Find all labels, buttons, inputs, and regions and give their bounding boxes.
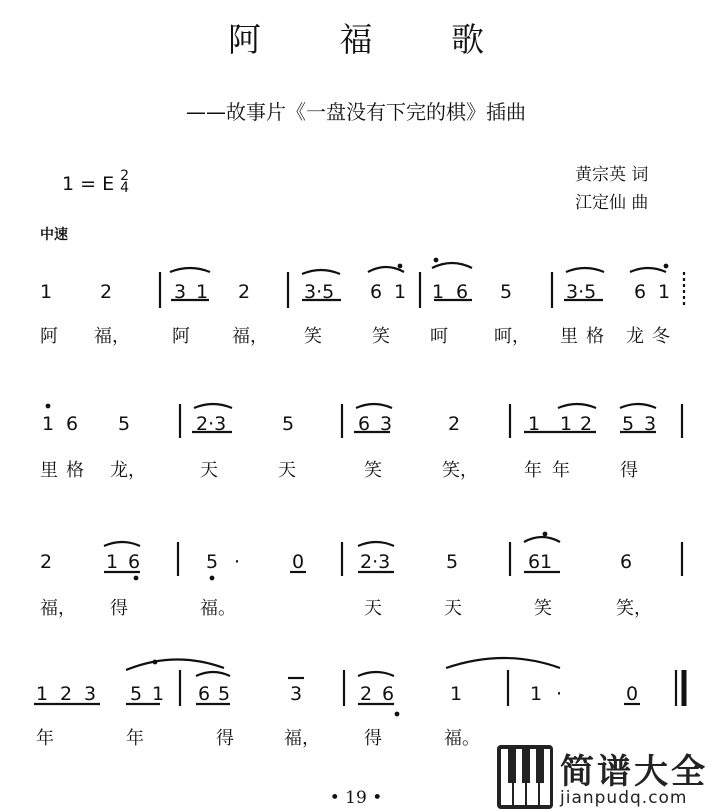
lyric: 里 [40, 460, 58, 481]
note: 1 [450, 683, 463, 705]
note: 2 [40, 551, 53, 573]
note: · [234, 551, 241, 573]
note: 2 [238, 281, 251, 303]
note: 1 [530, 683, 543, 705]
lyric: 得 [216, 728, 234, 749]
lyric: 呵 [430, 326, 448, 347]
note: 5 [130, 683, 143, 705]
lyric: 天 [278, 460, 296, 481]
lyric: 呵， [494, 326, 530, 347]
lyric: 笑 [534, 598, 552, 619]
note: 1 [42, 413, 55, 435]
tempo-marking: 中速 [40, 227, 68, 243]
note: 2 [60, 683, 73, 705]
logo-name: 简谱大全 [560, 752, 708, 792]
note: 5 [218, 683, 231, 705]
lyric: 笑 [372, 326, 390, 347]
note: 6 [456, 281, 469, 303]
lyric: 福， [40, 598, 76, 619]
note: 6 [382, 683, 395, 705]
lyric: 笑， [616, 598, 652, 619]
lyric: 龙 [626, 326, 644, 347]
lyric: 福， [232, 326, 268, 347]
note: 1 [540, 551, 553, 573]
note: 2·3 [360, 551, 391, 573]
lyric: 得 [110, 598, 128, 619]
note: 3·5 [304, 281, 335, 303]
note: 3·5 [566, 281, 597, 303]
note: 2 [360, 683, 373, 705]
note: 6 [370, 281, 383, 303]
note: · [556, 683, 563, 705]
note: 6 [528, 551, 541, 573]
note: 1 [432, 281, 445, 303]
note: 5 [118, 413, 131, 435]
lyric: 天 [200, 460, 218, 481]
note: 5 [282, 413, 295, 435]
note: 6 [358, 413, 371, 435]
lyric: 笑， [442, 460, 478, 481]
lyric: 里 [560, 326, 578, 347]
lyric: 冬 [652, 326, 670, 347]
site-logo[interactable] [496, 744, 710, 810]
lyric: 福。 [200, 598, 236, 619]
key-tonic: 1 = E [62, 173, 115, 195]
lyric: 格 [586, 326, 604, 347]
note: 0 [626, 683, 639, 705]
note: 6 [66, 413, 79, 435]
piano-icon [496, 744, 554, 810]
lyric: 阿 [172, 326, 190, 347]
lyric: 阿 [40, 326, 58, 347]
note: 5 [206, 551, 219, 573]
lyric: 年 [552, 460, 570, 481]
note: 1 [528, 413, 541, 435]
lyric: 天 [444, 598, 462, 619]
note: 1 [196, 281, 209, 303]
note: 6 [634, 281, 647, 303]
note: 5 [446, 551, 459, 573]
note: 5 [622, 413, 635, 435]
note: 6 [198, 683, 211, 705]
lyric: 福， [284, 728, 320, 749]
lyric: 年 [126, 728, 144, 749]
note: 2 [580, 413, 593, 435]
note: 2 [100, 281, 113, 303]
note: 3 [290, 683, 303, 705]
note: 3 [174, 281, 187, 303]
note: 1 [560, 413, 573, 435]
note: 6 [620, 551, 633, 573]
note: 3 [84, 683, 97, 705]
lyric: 得 [620, 460, 638, 481]
lyric: 格 [66, 460, 84, 481]
lyric: 福。 [444, 728, 480, 749]
lyric: 年 [36, 728, 54, 749]
note: 3 [380, 413, 393, 435]
song-title: 阿 福 歌 [228, 20, 518, 59]
logo-url: jianpudq.com [560, 788, 688, 808]
note: 1 [106, 551, 119, 573]
page-number: • 19 • [329, 788, 383, 808]
note: 2·3 [196, 413, 227, 435]
note: 0 [292, 551, 305, 573]
note: 1 [40, 281, 53, 303]
lyric: 年 [524, 460, 542, 481]
time-bottom: 4 [120, 180, 130, 196]
note: 3 [644, 413, 657, 435]
note: 5 [500, 281, 513, 303]
lyric: 福， [94, 326, 130, 347]
lyric: 得 [364, 728, 382, 749]
note: 6 [128, 551, 141, 573]
lyric: 龙， [110, 460, 146, 481]
note: 1 [658, 281, 671, 303]
lyric: 笑 [304, 326, 322, 347]
composer-credit: 江定仙 曲 [575, 193, 649, 213]
note: 2 [448, 413, 461, 435]
lyric: 笑 [364, 460, 382, 481]
note: 1 [152, 683, 165, 705]
note: 1 [394, 281, 407, 303]
time-top: 2 [120, 168, 130, 184]
lyric: 天 [364, 598, 382, 619]
song-subtitle: ——故事片《一盘没有下完的棋》插曲 [186, 100, 526, 124]
note: 1 [36, 683, 49, 705]
lyricist-credit: 黄宗英 词 [575, 165, 649, 185]
